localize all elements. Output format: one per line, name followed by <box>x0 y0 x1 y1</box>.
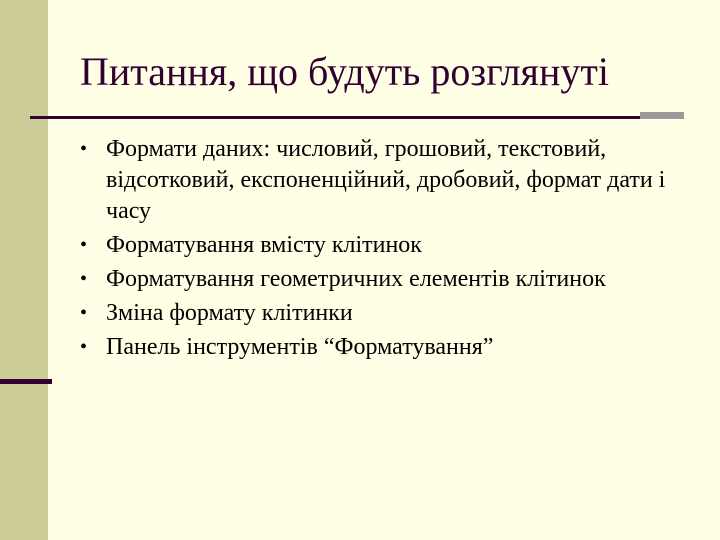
bullet-item-content-formatting: • Форматування вмісту клітинок <box>80 230 680 261</box>
bullet-item-toolbar: • Панель інструментів “Форматування” <box>80 332 680 363</box>
bullet-list <box>80 134 680 366</box>
title-underline-extension <box>640 112 684 119</box>
bullet-item-data-formats: • Формати даних: числовий, грошовий, текстовий, відсотковий, експоненційний, дробовий, формат дати і часу <box>80 134 680 227</box>
slide-title: Питання, що будуть розглянуті <box>80 49 609 94</box>
bullet-item-change-format: • Зміна формату клітинки <box>80 298 680 329</box>
sidebar-decoration <box>0 0 48 540</box>
title-underline <box>30 116 670 119</box>
bullet-item-geometry-formatting: • Форматування геометричних елементів клітинок <box>80 264 680 295</box>
sidebar-accent-line <box>0 379 52 384</box>
